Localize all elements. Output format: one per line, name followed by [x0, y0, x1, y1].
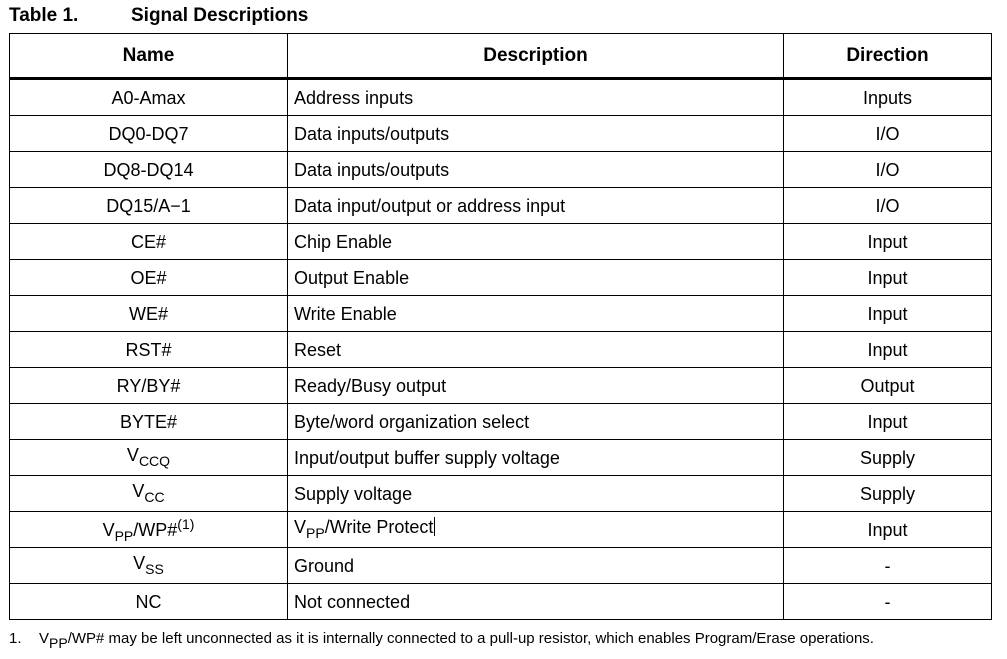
signal-direction: I/O [784, 188, 992, 224]
signal-direction: Supply [784, 440, 992, 476]
signal-name: DQ0-DQ7 [10, 116, 288, 152]
table-row [10, 476, 992, 512]
footnote-reference[interactable]: (1) [177, 515, 195, 532]
footnote-text: /WP# may be left unconnected as it is internally connected to a pull-up resistor, which enables Program/Erase operations. [67, 630, 874, 647]
signal-name-subscript: CCQ [138, 452, 171, 469]
signal-direction: Input [784, 404, 992, 440]
signal-name [10, 476, 288, 512]
table-row [10, 440, 992, 476]
signal-direction: Input [784, 296, 992, 332]
signal-description [288, 512, 784, 548]
signal-name-main: V [133, 552, 146, 573]
signal-description: Byte/word organization select [288, 404, 784, 440]
signal-description: Data input/output or address input [288, 188, 784, 224]
signal-description: Chip Enable [288, 224, 784, 260]
signal-direction: Inputs [784, 79, 992, 116]
signal-direction: Input [784, 512, 992, 548]
signal-name-subscript: PP [114, 527, 134, 544]
table-row [10, 332, 992, 368]
table-row [10, 152, 992, 188]
signal-name: BYTE# [10, 404, 288, 440]
table-footnote [9, 630, 999, 651]
signal-description: Supply voltage [288, 476, 784, 512]
table-row [10, 512, 992, 548]
signal-description: Write Enable [288, 296, 784, 332]
signal-description: Data inputs/outputs [288, 116, 784, 152]
signal-description: Reset [288, 332, 784, 368]
table-row [10, 296, 992, 332]
signal-name-subscript: SS [145, 560, 164, 577]
signal-name: DQ15/A−1 [10, 188, 288, 224]
signal-name: DQ8-DQ14 [10, 152, 288, 188]
header-description: Description [288, 34, 784, 79]
signal-direction: I/O [784, 152, 992, 188]
table-row [10, 260, 992, 296]
signal-direction: - [784, 584, 992, 620]
signal-description: Ground [288, 548, 784, 584]
table-row [10, 404, 992, 440]
table-caption [9, 5, 308, 31]
signal-name [10, 548, 288, 584]
text-cursor [434, 517, 435, 536]
signal-description: Output Enable [288, 260, 784, 296]
signal-name-rest: /WP# [133, 519, 178, 540]
signal-direction: I/O [784, 116, 992, 152]
signal-direction: Input [784, 260, 992, 296]
footnote-v-subscript: PP [49, 635, 68, 651]
table-header-row [10, 34, 992, 79]
header-direction: Direction [784, 34, 992, 79]
signal-name: CE# [10, 224, 288, 260]
table-title: Signal Descriptions [131, 5, 309, 26]
signal-description: Not connected [288, 584, 784, 620]
table-row [10, 368, 992, 404]
signal-direction: Input [784, 224, 992, 260]
signal-description: Address inputs [288, 79, 784, 116]
signal-name: RY/BY# [10, 368, 288, 404]
signal-name: OE# [10, 260, 288, 296]
signal-direction: Supply [784, 476, 992, 512]
signal-name: WE# [10, 296, 288, 332]
footnote-number: 1. [9, 630, 22, 647]
signal-direction: - [784, 548, 992, 584]
signal-descriptions-table [9, 33, 992, 620]
signal-name-main: V [126, 444, 139, 465]
table-row [10, 548, 992, 584]
signal-description: Ready/Busy output [288, 368, 784, 404]
signal-name [10, 512, 288, 548]
header-name: Name [10, 34, 288, 79]
footnote-v: V [39, 630, 50, 647]
signal-direction: Output [784, 368, 992, 404]
signal-description-subscript: PP [306, 525, 325, 541]
signal-description: Data inputs/outputs [288, 152, 784, 188]
table-number: Table 1. [9, 5, 79, 26]
signal-name [10, 440, 288, 476]
table-row [10, 79, 992, 116]
signal-description: Input/output buffer supply voltage [288, 440, 784, 476]
signal-name-main: V [132, 480, 145, 501]
signal-description-main: V [294, 517, 307, 537]
table-row [10, 116, 992, 152]
signal-name-main: V [102, 519, 115, 540]
signal-name: RST# [10, 332, 288, 368]
table-row [10, 584, 992, 620]
signal-name: NC [10, 584, 288, 620]
signal-direction: Input [784, 332, 992, 368]
table-row [10, 188, 992, 224]
signal-description-rest: /Write Protect [324, 517, 434, 537]
signal-name: A0-Amax [10, 79, 288, 116]
table-row [10, 224, 992, 260]
signal-name-subscript: CC [144, 488, 165, 505]
